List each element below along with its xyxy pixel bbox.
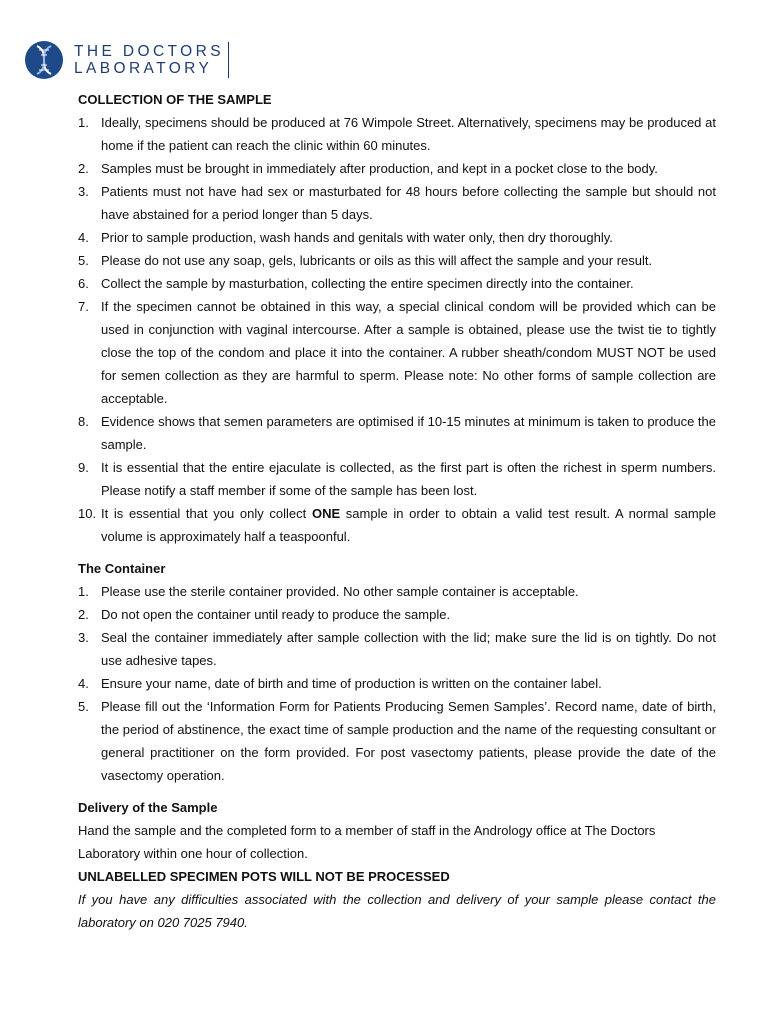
item-number: 1.	[78, 115, 89, 130]
item-number: 9.	[78, 460, 89, 475]
list-item	[78, 295, 716, 410]
item-text-before: It is essential that you only collect	[101, 506, 312, 521]
list-item	[78, 226, 716, 249]
dna-helix-icon	[24, 40, 64, 80]
list-item	[78, 695, 716, 787]
item-number: 2.	[78, 607, 89, 622]
delivery-heading: Delivery of the Sample	[78, 800, 218, 815]
contact-note: If you have any difficulties associated with the collection and delivery of your sample please contact the laboratory on 020 7025 7940.	[78, 892, 716, 930]
item-text: Ideally, specimens should be produced at 76 Wimpole Street. Alternatively, specimens may be produced at home if the patient can reach the clinic within 60 minutes.	[101, 115, 716, 153]
list-item	[78, 580, 716, 603]
item-number: 1.	[78, 584, 89, 599]
item-text: Collect the sample by masturbation, collecting the entire specimen directly into the container.	[101, 276, 634, 291]
item-text: Seal the container immediately after sample collection with the lid; make sure the lid is on tightly. Do not use adhesive tapes.	[101, 630, 716, 668]
document-body	[78, 88, 716, 934]
logo-line-1: THE DOCTORS	[74, 43, 224, 60]
item-number: 10.	[78, 506, 97, 521]
item-number: 5.	[78, 699, 89, 714]
logo-line-2: LABORATORY	[74, 60, 213, 77]
list-item	[78, 180, 716, 226]
item-number: 3.	[78, 184, 89, 199]
item-number: 6.	[78, 276, 89, 291]
item-number: 3.	[78, 630, 89, 645]
list-item	[78, 249, 716, 272]
item-number: 8.	[78, 414, 89, 429]
unlabelled-warning: UNLABELLED SPECIMEN POTS WILL NOT BE PROCESSED	[78, 869, 450, 884]
collection-heading: COLLECTION OF THE SAMPLE	[78, 92, 272, 107]
item-text: If the specimen cannot be obtained in this way, a special clinical condom will be provided which can be used in conjunction with vaginal intercourse. After a sample is obtained, please use the twist tie to tightly close the top of the condom and place it into the container. A rubber sheath/condom MUST NOT be used for semen collection as they are harmful to sperm. Please note: No other forms of sample collection are acceptable.	[101, 299, 716, 406]
item-text: Samples must be brought in immediately after production, and kept in a pocket close to the body.	[101, 161, 658, 176]
container-list	[78, 580, 716, 787]
item-text: Patients must not have had sex or masturbated for 48 hours before collecting the sample but should not have abstained for a period longer than 5 days.	[101, 184, 716, 222]
list-item	[78, 456, 716, 502]
item-number: 2.	[78, 161, 89, 176]
list-item	[78, 410, 716, 456]
item-text: Please fill out the ‘Information Form for Patients Producing Semen Samples’. Record name, date of birth, the period of abstinence, the exact time of sample production and the name of the requesting consultant or general practitioner on the form provided. For post vasectomy patients, please provide the date of the vasectomy operation.	[101, 699, 716, 783]
item-text: Do not open the container until ready to produce the sample.	[101, 607, 451, 622]
item-text-emphasis: ONE	[311, 506, 341, 521]
item-number: 4.	[78, 676, 89, 691]
delivery-instructions: Hand the sample and the completed form to a member of staff in the Andrology office at The Doctors Laboratory within one hour of collection.	[78, 823, 656, 861]
item-text-after: sample in order to obtain a valid test result. A normal sample volume is approximately half a teaspoonful.	[101, 506, 716, 544]
collection-list	[78, 111, 716, 548]
item-number: 7.	[78, 299, 89, 314]
list-item	[78, 603, 716, 626]
list-item	[78, 272, 716, 295]
item-text: Prior to sample production, wash hands and genitals with water only, then dry thoroughly.	[101, 230, 613, 245]
list-item	[78, 672, 716, 695]
list-item	[78, 157, 716, 180]
list-item	[78, 502, 716, 548]
item-text: It is essential that the entire ejaculate is collected, as the first part is often the richest in sperm numbers. Please notify a staff member if some of the sample has been lost.	[101, 460, 716, 498]
logo-wordmark	[74, 42, 229, 78]
item-number: 4.	[78, 230, 89, 245]
letterhead	[24, 40, 229, 80]
item-text: Evidence shows that semen parameters are optimised if 10-15 minutes at minimum is taken to produce the sample.	[101, 414, 716, 452]
list-item	[78, 626, 716, 672]
item-text: Ensure your name, date of birth and time of production is written on the container label.	[101, 676, 602, 691]
item-text: Please use the sterile container provided. No other sample container is acceptable.	[101, 584, 579, 599]
container-heading: The Container	[78, 561, 166, 576]
list-item	[78, 111, 716, 157]
item-number: 5.	[78, 253, 89, 268]
item-text: Please do not use any soap, gels, lubricants or oils as this will affect the sample and your result.	[101, 253, 653, 268]
